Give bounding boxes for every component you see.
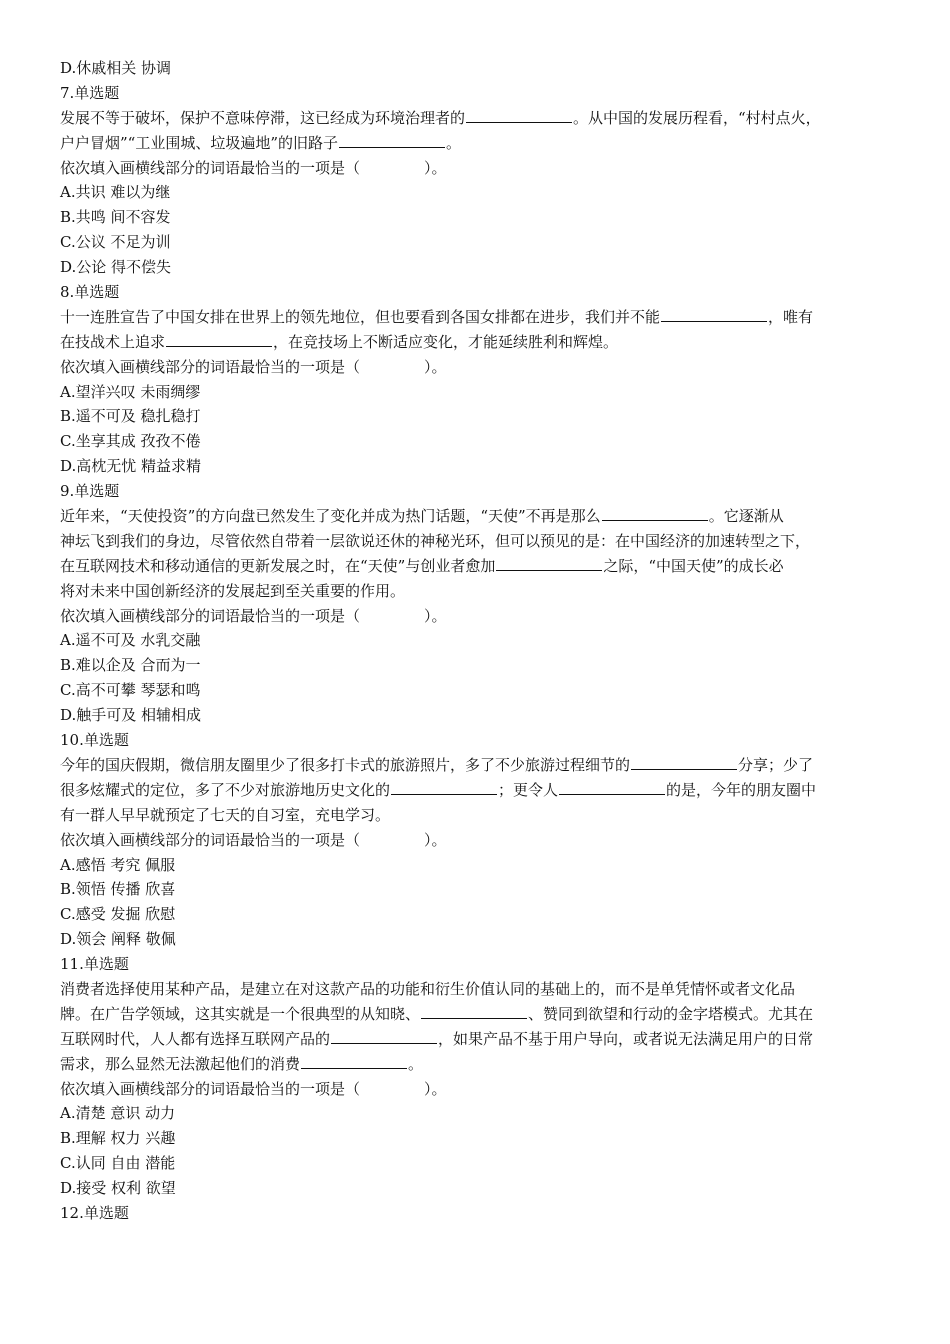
text-segment: 分享；少了: [738, 755, 814, 774]
question-header: 12.单选题: [60, 1203, 129, 1222]
text-segment: 依次填入画横线部分的词语最恰当的一项是（: [60, 1079, 361, 1098]
answer-option: A.望洋兴叹 未雨绸缪: [60, 382, 201, 401]
fill-in-blank: [661, 307, 767, 322]
answer-option: C.认同 自由 潜能: [60, 1154, 176, 1173]
question-stem-line: [60, 504, 894, 529]
text-segment: 很多炫耀式的定位，多了不少对旅游地历史文化的: [60, 780, 391, 799]
text-segment: ，在竞技场上不断适应变化，才能延续胜利和辉煌。: [273, 332, 619, 351]
question-header: 11.单选题: [60, 955, 129, 974]
question-stem-line: [60, 803, 894, 828]
question-stem-line: [60, 554, 894, 579]
question-prompt: [60, 1077, 894, 1102]
text-segment: ）。: [424, 158, 447, 177]
fill-in-blank: [331, 1029, 437, 1044]
answer-option: D.触手可及 相辅相成: [60, 706, 202, 725]
text-segment: ，如果产品不基于用户导向，或者说无法满足用户的日常: [438, 1029, 814, 1048]
text-segment: ）。: [424, 1079, 447, 1098]
text-segment: 户户冒烟”“工业围城、垃圾遍地”的旧路子: [60, 133, 339, 152]
question-header: 7.单选题: [60, 83, 120, 102]
question-stem-line: [60, 1027, 894, 1052]
text-segment: 神坛飞到我们的身边，尽管依然自带着一层欲说还休的神秘光环，但可以预见的是：在中国经济的加速转型之下，: [60, 531, 811, 550]
text-segment: 的是，今年的朋友圈中: [666, 780, 817, 799]
fill-in-blank: [631, 755, 737, 770]
text-segment: ）。: [424, 357, 447, 376]
text-segment: 今年的国庆假期，微信朋友圈里少了很多打卡式的旅游照片，多了不少旅游过程细节的: [60, 755, 631, 774]
answer-option: C.感受 发掘 欣慰: [60, 905, 176, 924]
text-segment: ）。: [424, 830, 447, 849]
question-header: 9.单选题: [60, 482, 120, 501]
text-segment: ）。: [424, 606, 447, 625]
question-stem-line: [60, 330, 894, 355]
fill-in-blank: [339, 133, 445, 148]
question-stem-line: [60, 1002, 894, 1027]
fill-in-blank: [301, 1054, 407, 1069]
answer-option: D.高枕无忧 精益求精: [60, 457, 202, 476]
question-header: 10.单选题: [60, 731, 129, 750]
question-prompt: [60, 604, 894, 629]
answer-option: A.遥不可及 水乳交融: [60, 631, 201, 650]
answer-option: D.公论 得不偿失: [60, 258, 172, 277]
text-segment: 。: [446, 133, 462, 152]
answer-option: B.难以企及 合而为一: [60, 656, 201, 675]
answer-option: A.感悟 考究 佩服: [60, 855, 176, 874]
text-segment: 消费者选择使用某种产品，是建立在对这款产品的功能和衍生价值认同的基础上的，而不是单凭情怀或者文化品: [60, 979, 796, 998]
text-segment: 将对未来中国创新经济的发展起到至关重要的作用。: [60, 581, 406, 600]
text-segment: 依次填入画横线部分的词语最恰当的一项是（: [60, 830, 361, 849]
text-segment: 牌。在广告学领域，这其实就是一个很典型的从知晓、: [60, 1004, 421, 1023]
fill-in-blank: [166, 332, 272, 347]
text-segment: 在技战术上追求: [60, 332, 166, 351]
fill-in-blank: [466, 108, 572, 123]
text-segment: 发展不等于破坏，保护不意味停滞，这已经成为环境治理者的: [60, 108, 466, 127]
question-header: 8.单选题: [60, 283, 120, 302]
question-prompt: [60, 828, 894, 853]
answer-option: A.清楚 意识 动力: [60, 1104, 176, 1123]
question-prompt: [60, 355, 894, 380]
text-segment: 依次填入画横线部分的词语最恰当的一项是（: [60, 606, 361, 625]
text-segment: ，唯有: [768, 307, 814, 326]
text-segment: 。它逐渐从: [708, 507, 784, 526]
fill-in-blank: [421, 1004, 527, 1019]
text-segment: 在互联网技术和移动通信的更新发展之时，在“天使”与创业者愈加: [60, 556, 496, 575]
text-segment: ；更令人: [498, 780, 559, 799]
question-stem-line: [60, 131, 894, 156]
answer-option: C.高不可攀 琴瑟和鸣: [60, 681, 201, 700]
text-segment: 有一群人早早就预定了七天的自习室，充电学习。: [60, 805, 391, 824]
answer-option: C.坐享其成 孜孜不倦: [60, 432, 201, 451]
text-segment: 依次填入画横线部分的词语最恰当的一项是（: [60, 158, 361, 177]
question-stem-line: [60, 753, 894, 778]
question-prompt: [60, 156, 894, 181]
text-segment: 十一连胜宣告了中国女排在世界上的领先地位，但也要看到各国女排都在进步，我们并不能: [60, 307, 661, 326]
fill-in-blank: [496, 556, 602, 571]
answer-option: A.共识 难以为继: [60, 183, 171, 202]
question-stem-line: [60, 778, 894, 803]
fill-in-blank: [559, 780, 665, 795]
question-stem-line: [60, 579, 894, 604]
answer-option: B.理解 权力 兴趣: [60, 1129, 176, 1148]
text-segment: 。从中国的发展历程看，“村村点火，: [573, 108, 821, 127]
text-segment: 、赞同到欲望和行动的金字塔模式。尤其在: [528, 1004, 814, 1023]
question-stem-line: [60, 1052, 894, 1077]
answer-option: D.领会 阐释 敬佩: [60, 930, 176, 949]
question-stem-line: [60, 106, 894, 131]
fill-in-blank: [602, 506, 708, 521]
question-stem-line: [60, 305, 894, 330]
answer-option: D.接受 权利 欲望: [60, 1179, 176, 1198]
fill-in-blank: [391, 780, 497, 795]
answer-option: B.共鸣 间不容发: [60, 208, 171, 227]
text-segment: 近年来，“天使投资”的方向盘已然发生了变化并成为热门话题，“天使”不再是那么: [60, 507, 601, 526]
question-stem-line: [60, 977, 894, 1002]
question-stem-line: [60, 529, 894, 554]
text-segment: 。: [408, 1054, 424, 1073]
text-segment: 之际，“中国天使”的成长必: [603, 556, 784, 575]
text-segment: 互联网时代，人人都有选择互联网产品的: [60, 1029, 331, 1048]
text-segment: 依次填入画横线部分的词语最恰当的一项是（: [60, 357, 361, 376]
answer-option: B.领悟 传播 欣喜: [60, 880, 176, 899]
answer-option: D.休戚相关 协调: [60, 59, 172, 77]
answer-option: B.遥不可及 稳扎稳打: [60, 407, 201, 426]
text-segment: 需求，那么显然无法激起他们的消费: [60, 1054, 301, 1073]
answer-option: C.公议 不足为训: [60, 233, 171, 252]
